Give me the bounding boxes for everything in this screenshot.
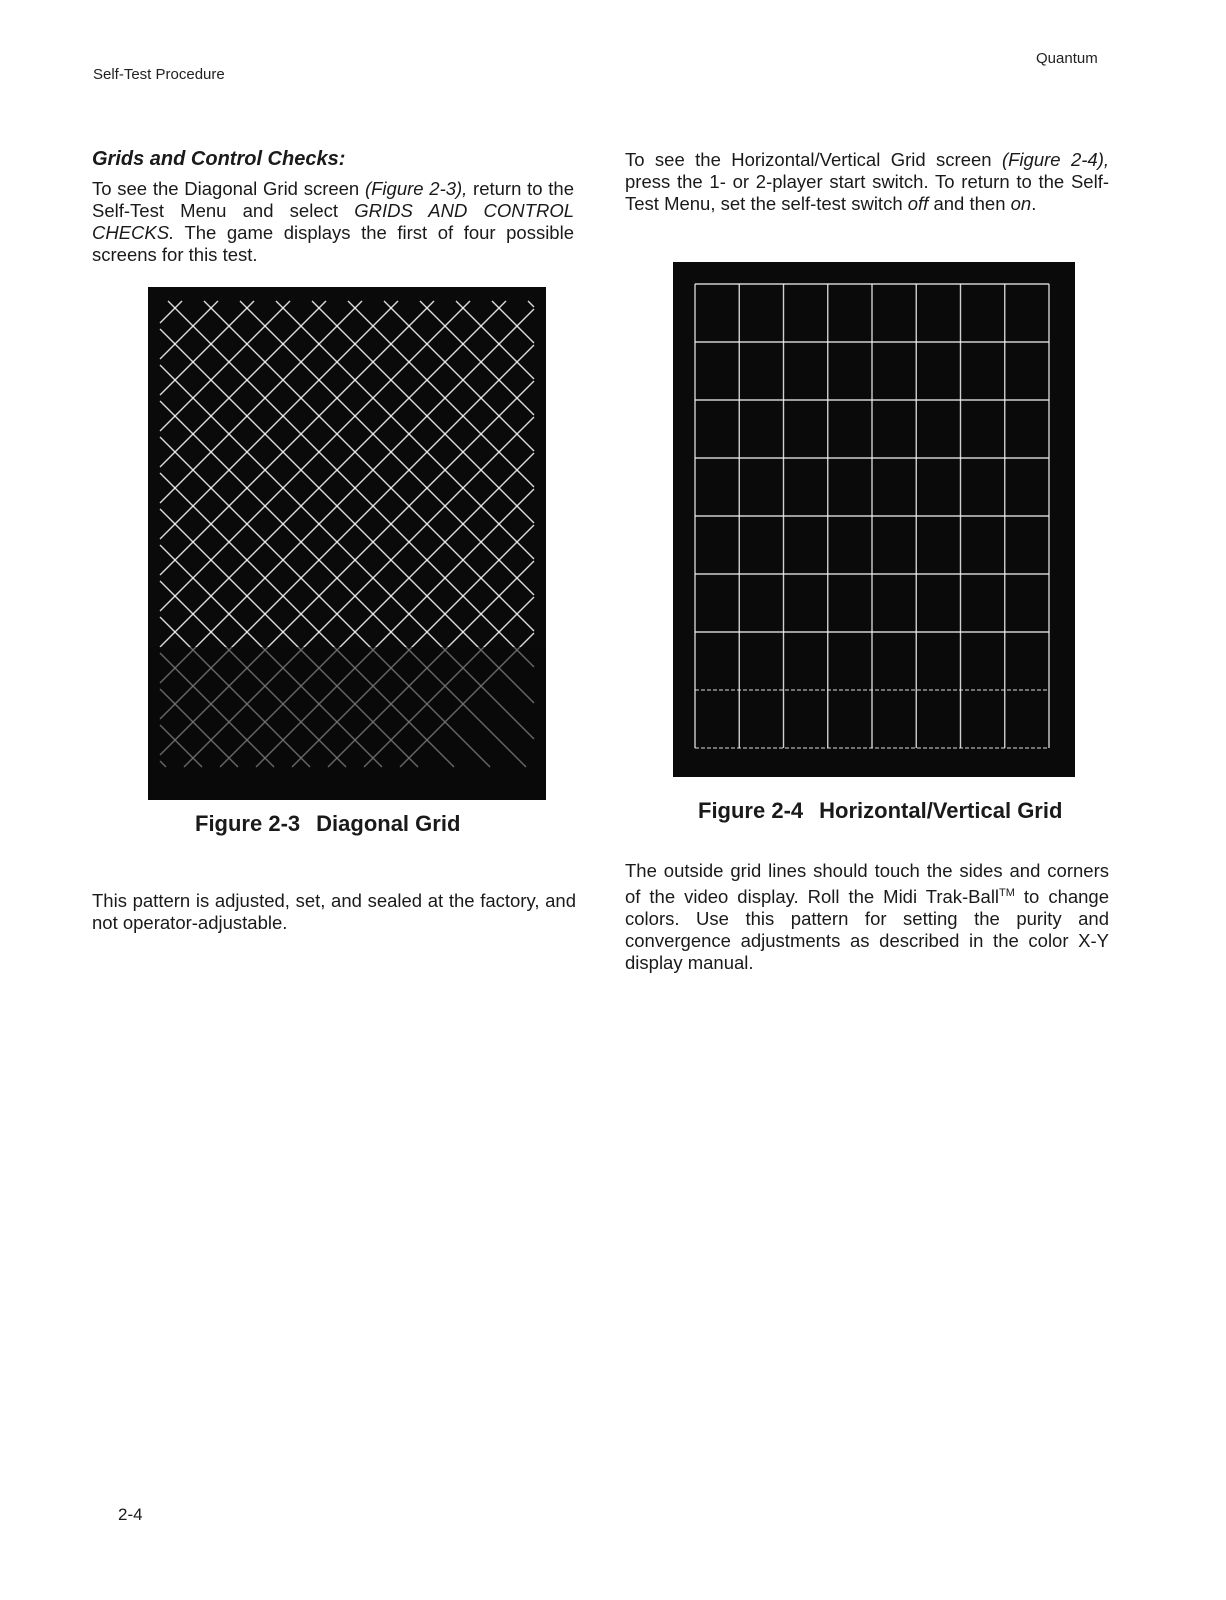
horizontal-vertical-grid-image xyxy=(673,262,1075,777)
fade-overlay xyxy=(148,647,546,800)
left-note-paragraph xyxy=(92,890,576,934)
right-intro-text-4: . xyxy=(1031,193,1037,214)
section-title: Grids and Control Checks: xyxy=(92,148,346,170)
switch-off-word: off xyxy=(907,193,929,214)
left-intro-text-2: return to the Self-Test Menu and select xyxy=(92,178,574,221)
diagonal-line xyxy=(492,301,534,343)
left-note-text: This pattern is adjusted, set, and sealed at the factory, and not operator-adjustable. xyxy=(92,890,576,933)
right-note-paragraph xyxy=(625,860,1109,974)
figure-2-3-reference: (Figure 2-3), xyxy=(364,178,468,199)
diagonal-line xyxy=(348,301,534,487)
running-header-left: Self-Test Procedure xyxy=(93,66,225,83)
switch-on-word: on xyxy=(1010,193,1032,214)
menu-item-reference: GRIDS AND CONTROL CHECKS. xyxy=(92,200,574,243)
running-header-right: Quantum xyxy=(1036,50,1098,67)
left-intro-text-3: The game displays the first of four possible screens for this test. xyxy=(92,222,574,265)
figure-2-3-title: Diagonal Grid xyxy=(316,811,461,836)
right-intro-text-1: To see the Horizontal/Vertical Grid screen xyxy=(625,149,1002,170)
diagonal-line xyxy=(240,301,534,595)
diagonal-line xyxy=(160,301,506,647)
right-intro-text-2: press the 1- or 2-player start switch. To return to the Self-Test Menu, set the self-test switch xyxy=(625,171,1109,214)
diagonal-line xyxy=(168,301,534,667)
right-intro-paragraph xyxy=(625,149,1109,215)
diagonal-line xyxy=(384,301,534,451)
diagonal-grid-image xyxy=(148,287,546,800)
figure-2-4-caption xyxy=(698,798,1062,824)
figure-2-4-title: Horizontal/Vertical Grid xyxy=(819,798,1063,823)
diagonal-line xyxy=(160,329,534,703)
diagonal-line xyxy=(160,301,290,431)
trademark-mark: TM xyxy=(999,887,1015,899)
left-intro-paragraph xyxy=(92,178,574,266)
right-note-text-2: to change colors. Use this pattern for setting the purity and convergence adjustments as described in the color X-Y display manual. xyxy=(625,886,1110,974)
diagonal-line xyxy=(160,301,434,575)
left-intro-text-1: To see the Diagonal Grid screen xyxy=(92,178,365,199)
figure-2-4-reference: (Figure 2-4), xyxy=(1001,149,1109,170)
page-number: 2-4 xyxy=(118,1505,143,1524)
diagonal-line xyxy=(528,301,534,307)
diagonal-line xyxy=(160,301,218,359)
figure-2-3-number: Figure 2-3 xyxy=(195,811,301,836)
right-note-text-1: The outside grid lines should touch the sides and corners of the video display. Roll the Midi Trak-Ball xyxy=(625,860,1109,908)
figure-2-4-number: Figure 2-4 xyxy=(698,798,804,823)
diagonal-line xyxy=(312,301,534,523)
diagonal-line xyxy=(160,309,534,683)
diagonal-line xyxy=(160,301,398,539)
horizontal-vertical-grid-figure xyxy=(673,262,1075,777)
diagonal-line xyxy=(420,301,534,415)
figure-2-3-caption xyxy=(195,811,460,837)
right-intro-text-3: and then xyxy=(928,193,1011,214)
diagonal-line xyxy=(160,301,362,503)
diagonal-grid-figure xyxy=(148,287,546,800)
diagonal-line xyxy=(160,301,254,395)
